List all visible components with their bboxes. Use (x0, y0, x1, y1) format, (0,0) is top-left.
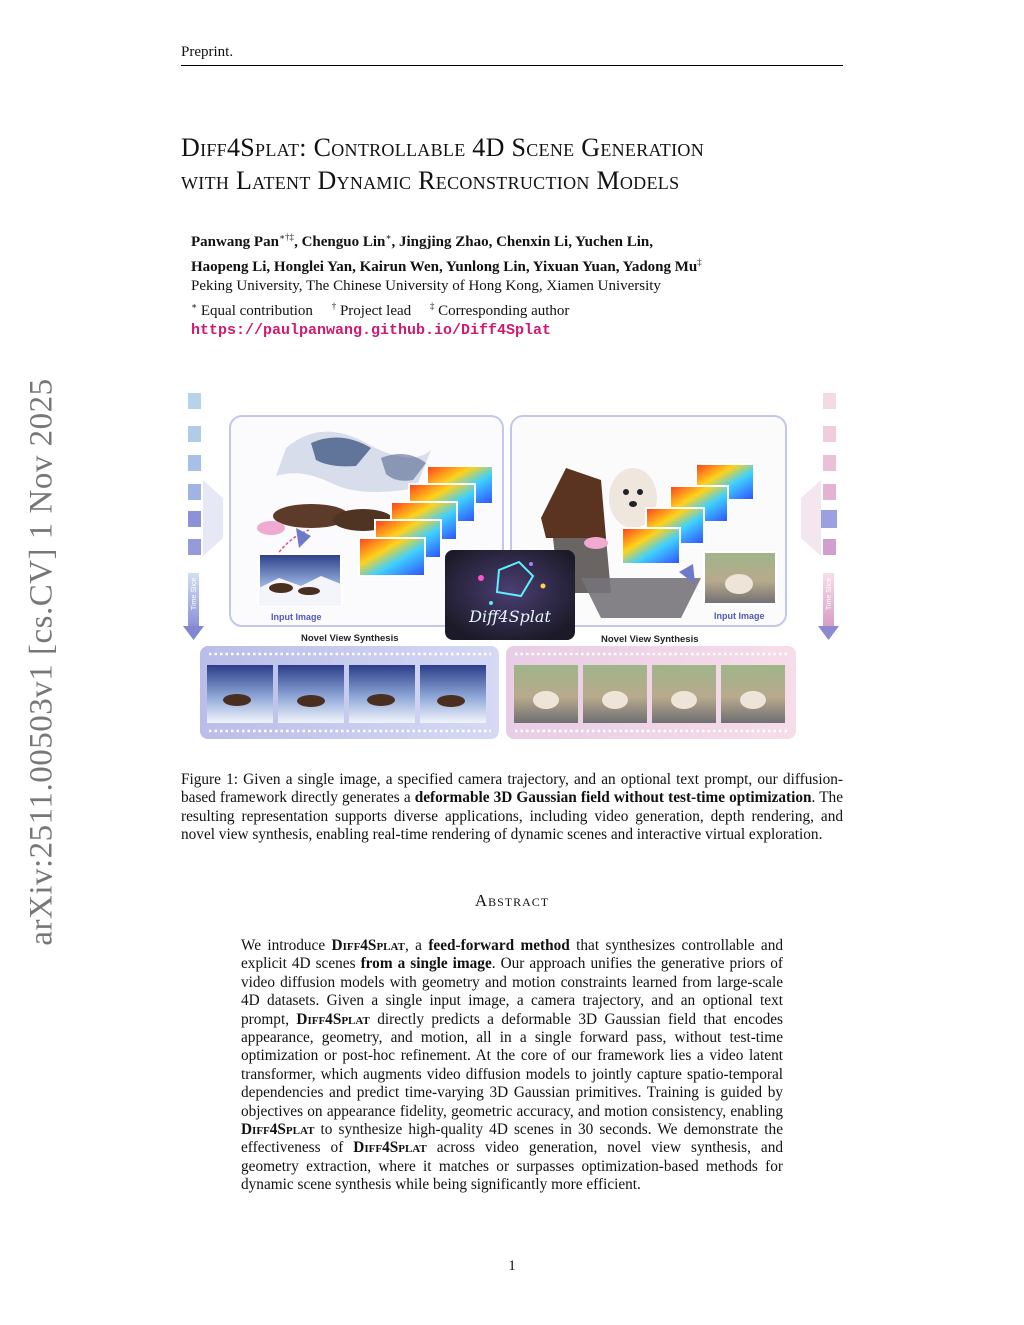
method-name-3: Diff4Splat (241, 1121, 315, 1139)
title-line-1: Diff4Splat: Controllable 4D Scene Generation (181, 133, 704, 162)
author-line-2: Haopeng Li, Honglei Yan, Kairun Wen, Yunlong Lin, Yixuan Yuan, Yadong Mu (191, 258, 698, 275)
abstract-bold-1: feed-forward method (428, 937, 570, 954)
note-corr: Corresponding author (438, 302, 570, 319)
page-number: 1 (508, 1258, 516, 1274)
paper-title (181, 131, 861, 197)
note-equal: Equal contribution (200, 302, 313, 319)
method-name-2: Diff4Splat (296, 1010, 370, 1028)
arxiv-sidebar (12, 375, 72, 950)
figure-caption (181, 771, 843, 845)
author-sup-3: ‡ (697, 256, 702, 267)
author-line-1c: , Jingjing Zhao, Chenxin Li, Yuchen Lin, (391, 234, 653, 250)
caption-text-2: . The resulting representation supports diverse applications, including video generation, depth rendering, and novel view synthesis, enabling real-time rendering of dynamic scenes and interactive virtual exploration. (181, 789, 843, 844)
running-header: Preprint. (181, 44, 234, 60)
abstract-heading: Abstract (474, 891, 550, 910)
author-sup-2: ∗ (385, 232, 392, 242)
right-time-squares (821, 393, 837, 555)
time-slice-right: Time Slice (826, 577, 833, 610)
right-input-label: Input Image (714, 611, 765, 621)
abstract-text-3: that synthesizes controllable and explicit 4D scenes (241, 937, 784, 973)
abstract-text-4: . Our approach unifies the generative priors of video diffusion models with geometry and motion constraints learned from large-scale 4D datasets. Given a single input image, a camera trajectory, and an optional text prompt, (241, 955, 784, 1028)
caption-bold: deformable 3D Gaussian field without test-time optimization (414, 789, 812, 807)
teaser-figure (181, 388, 843, 743)
abstract-bold-2: from a single image (360, 955, 492, 973)
abstract-text-2: , a (404, 937, 429, 954)
arxiv-stamp: arXiv:2511.00503v1 [cs.CV] 1 Nov 2025 (23, 378, 60, 946)
author-line-1b: , Chenguo Lin (294, 234, 386, 250)
left-time-squares (188, 393, 201, 555)
time-slice-left: Time Slice (191, 577, 198, 610)
project-url[interactable]: https://paulpanwang.github.io/Diff4Splat (191, 322, 552, 339)
caption-text-1: Given a single image, a specified camera trajectory, and an optional text prompt, our diffusion-based framework directly generates a (181, 771, 843, 807)
abstract-body (241, 937, 783, 1195)
sym-equal: ∗ (191, 300, 198, 311)
affiliation: Peking University, The Chinese University of Hong Kong, Xiamen University (191, 278, 661, 294)
method-name-1: Diff4Splat (331, 937, 405, 954)
title-line-2: with Latent Dynamic Reconstruction Models (181, 166, 680, 195)
author-block (191, 228, 831, 341)
teaser-figure-svg (181, 388, 843, 743)
method-name-4: Diff4Splat (353, 1139, 427, 1157)
author-line-1a: Panwang Pan (191, 234, 279, 250)
sym-lead: † (331, 300, 337, 311)
abstract-text-7: across video generation, novel view synthesis, and geometry extraction, where it matches or surpasses optimization-based methods for dynamic scene synthesis while being significantly more efficient. (241, 1139, 784, 1194)
left-nvs-label: Novel View Synthesis (301, 633, 399, 644)
abstract-text-6: to synthesize high-quality 4D scenes in 30 seconds. We demonstrate the effectiveness of (241, 1121, 783, 1157)
note-lead: Project lead (339, 302, 412, 319)
abstract-text-5: directly predicts a deformable 3D Gaussian field that encodes appearance, geometry, and motion, all in a single forward pass, without test-time optimization or post-hoc refinement. At the core of our framework lies a video latent transformer, which augments video diffusion models to jointly capture spatio-temporal dependencies and predict time-varying 3D Gaussian primitives. Training is guided by objectives on appearance fidelity, geometric accuracy, and motion consistency, enabling (241, 1010, 783, 1120)
author-notes (191, 297, 831, 322)
left-input-label: Input Image (271, 612, 322, 622)
sym-corr: ‡ (429, 300, 435, 311)
caption-label: Figure 1: (181, 771, 238, 788)
logo-text: Diff4Splat (469, 607, 551, 626)
author-sup-1: ∗†‡ (278, 232, 295, 242)
right-nvs-label: Novel View Synthesis (601, 634, 699, 645)
header-rule (181, 65, 843, 66)
abstract-text-1: We introduce (241, 937, 332, 954)
